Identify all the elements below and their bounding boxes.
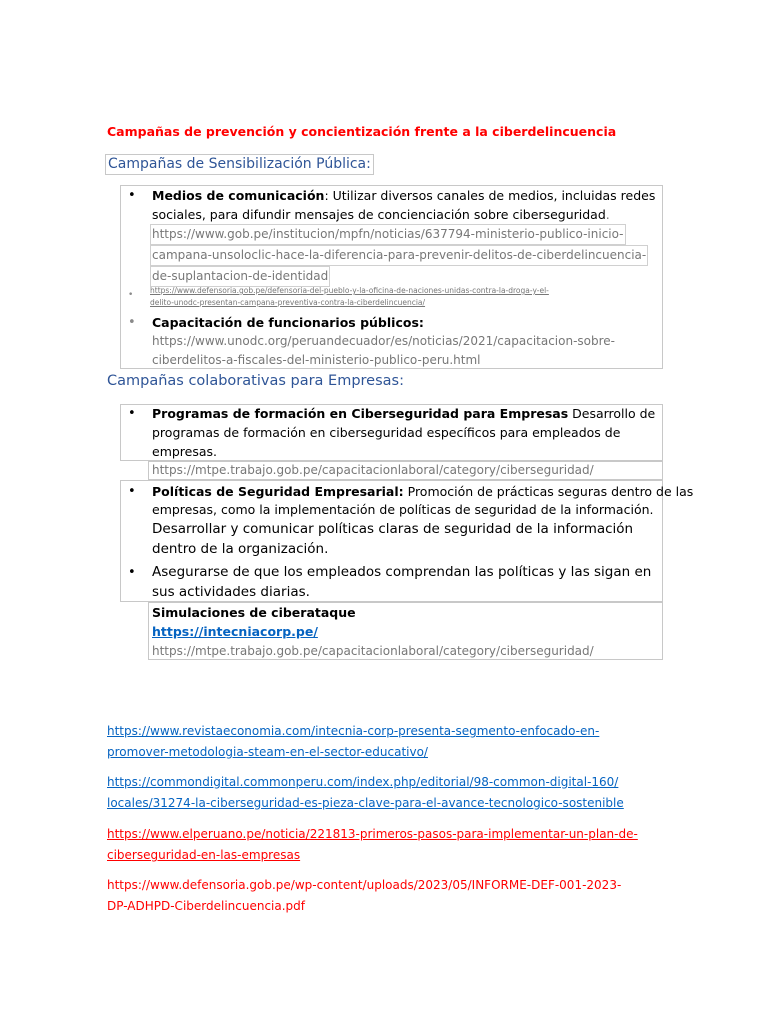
item-text: empresas. <box>152 444 218 459</box>
item-text: Desarrollar y comunicar políticas claras de seguridad de la información <box>152 521 634 537</box>
list-item-training <box>152 313 424 332</box>
bullet-marker: • <box>128 565 136 580</box>
list-item-media <box>152 186 662 224</box>
bullet-marker: • <box>128 315 136 330</box>
item-label: Programas de formación en Ciberseguridad para Empresas <box>152 406 569 421</box>
source-url[interactable]: ciberdelitos-a-fiscales-del-ministerio-publico-peru.html <box>152 353 481 367</box>
link-line: https://www.defensoria.gob.pe/wp-content/uploads/2023/05/INFORME-DEF-001-2023- <box>107 878 622 892</box>
list-item-security-policies <box>152 482 693 559</box>
source-url[interactable]: campana-unsoloclic-hace-la-diferencia-para-prevenir-delitos-de-ciberdelincuencia- <box>150 245 648 266</box>
source-url[interactable]: https://www.unodc.org/peruandecuador/es/noticias/2021/capacitacion-sobre- <box>152 334 616 348</box>
link-line[interactable]: https://www.revistaeconomia.com/intecnia-corp-presenta-segmento-enfocado-en- <box>107 724 600 738</box>
item-text: dentro de la organización. <box>152 541 329 557</box>
source-url[interactable]: https://www.defensoria.gob.pe/defensoria-del-pueblo-y-la-oficina-de-naciones-unidas-contra-la-droga-y-el- <box>150 286 549 295</box>
reference-link-commondigital[interactable] <box>107 772 624 814</box>
link-line[interactable]: locales/31274-la-ciberseguridad-es-pieza-clave-para-el-avance-tecnologico-sostenible <box>107 796 624 810</box>
link-line: DP-ADHPD-Ciberdelincuencia.pdf <box>107 899 306 913</box>
source-url[interactable]: de-suplantacion-de-identidad <box>150 266 330 287</box>
document-title: Campañas de prevención y concientización frente a la ciberdelincuencia <box>107 124 617 139</box>
item-label: Políticas de Seguridad Empresarial: <box>152 484 404 499</box>
bullet-marker: • <box>128 406 136 421</box>
item-text: empresas, como la implementación de políticas de seguridad de la información. <box>152 502 654 517</box>
item-text: Asegurarse de que los empleados comprendan las políticas y las sigan en <box>152 564 652 580</box>
list-item-employee-compliance <box>152 562 651 602</box>
item-period: . <box>605 207 610 222</box>
source-url[interactable]: https://www.gob.pe/institucion/mpfn/noticias/637794-ministerio-publico-inicio- <box>150 224 626 245</box>
source-url-block[interactable] <box>152 332 615 370</box>
link-line[interactable]: promover-metodologia-steam-en-el-sector-educativo/ <box>107 745 428 759</box>
item-text: programas de formación en ciberseguridad específicos para empleados de <box>152 425 621 440</box>
section-heading-enterprise: Campañas colaborativas para Empresas: <box>107 373 404 389</box>
item-label: Capacitación de funcionarios públicos: <box>152 315 424 330</box>
bullet-marker: • <box>128 188 136 203</box>
link-line[interactable]: ciberseguridad-en-las-empresas <box>107 848 301 862</box>
reference-link-elperuano[interactable] <box>107 824 638 866</box>
bullet-marker: • <box>128 484 136 499</box>
list-item-training-programs <box>152 404 655 461</box>
link-line[interactable]: https://commondigital.commonperu.com/index.php/editorial/98-common-digital-160/ <box>107 775 619 789</box>
section-heading-public-awareness: Campañas de Sensibilización Pública: <box>105 154 374 175</box>
simulation-block <box>152 603 594 661</box>
source-url-block[interactable] <box>150 224 648 287</box>
item-text: : Utilizar diversos canales de medios, incluidas redes <box>324 188 656 203</box>
source-url[interactable]: https://mtpe.trabajo.gob.pe/capacitacionlaboral/category/ciberseguridad/ <box>152 463 594 477</box>
item-text: Promoción de prácticas seguras dentro de las <box>403 484 694 499</box>
link-line[interactable]: https://www.elperuano.pe/noticia/221813-primeros-pasos-para-implementar-un-plan-de- <box>107 827 638 841</box>
bullet-marker: • <box>128 290 134 300</box>
intecniacorp-link[interactable]: https://intecniacorp.pe/ <box>152 624 318 639</box>
source-url[interactable]: delito-unodc-presentan-campana-preventiva-contra-la-ciberdelincuencia/ <box>150 298 426 307</box>
list-item-defensoria-link[interactable] <box>150 285 549 309</box>
item-label: Medios de comunicación <box>152 188 325 203</box>
item-text: sus actividades diarias. <box>152 584 310 600</box>
simulation-label: Simulaciones de ciberataque <box>152 605 356 620</box>
reference-link-defensoria-pdf <box>107 875 621 917</box>
item-text: sociales, para difundir mensajes de concienciación sobre ciberseguridad <box>152 207 606 222</box>
reference-link-revistaeconomia[interactable] <box>107 721 599 763</box>
source-url[interactable]: https://mtpe.trabajo.gob.pe/capacitacionlaboral/category/ciberseguridad/ <box>152 644 594 658</box>
item-text: Desarrollo de <box>568 406 656 421</box>
